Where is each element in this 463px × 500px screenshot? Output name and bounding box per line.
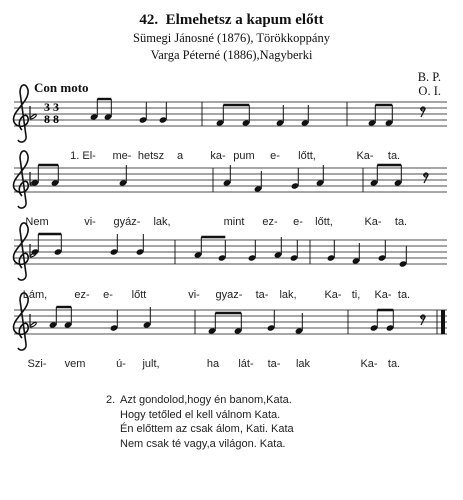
lyric-syllable: ta. [387, 150, 401, 162]
lyric-syllable: pum [233, 150, 255, 162]
lyric-syllable: lak, [279, 289, 297, 301]
verse-line: Nem csak té vagy,a világon. Kata. [120, 437, 286, 450]
lyric-syllable: lőtt, [298, 150, 316, 162]
verse-number: 2. [106, 394, 116, 406]
verse-line: Én előttem az csak álom, Kati. Kata [120, 423, 294, 435]
tempo-marking: Con moto [34, 80, 89, 95]
time-signature: 8 [53, 112, 59, 126]
lyric-syllable: Lám, [22, 289, 48, 301]
lyric-syllable: e- [103, 289, 113, 301]
lyric-syllable: me- [112, 150, 132, 162]
lyric-syllable: lak, [153, 216, 171, 228]
verse-line: Hogy tetőled el kell válnom Kata. [120, 408, 281, 421]
lyric-syllable: jult, [142, 358, 160, 370]
lyric-syllable: Szi- [27, 358, 47, 370]
lyric-syllable: vem [64, 358, 86, 370]
lyric-syllable: ta. [387, 358, 401, 370]
treble-clef-icon [13, 151, 28, 208]
lyric-syllable: ka- [210, 150, 226, 162]
eighth-rest-icon [420, 107, 425, 117]
lyric-syllable: ti, [351, 289, 361, 301]
lyric-syllable: hetsz [137, 150, 165, 162]
lyric-syllable: ta. [394, 216, 408, 228]
lyric-syllable: Nem [25, 216, 49, 228]
lyric-syllable: lőtt [131, 289, 147, 301]
lyric-syllable: vi- [188, 289, 200, 301]
collector-initials-2: O. I. [418, 84, 441, 98]
lyric-syllable: Ka- [360, 358, 378, 370]
lyric-syllable: ez- [74, 289, 90, 301]
lyric-syllable: e- [293, 216, 303, 228]
lyric-syllable: lát- [238, 358, 254, 370]
lyric-syllable: lak [295, 358, 311, 370]
time-signature: 8 [44, 112, 50, 126]
verse-line: 2. Azt gondolod,hogy én banom,Kata. [106, 394, 292, 406]
lyric-syllable: ez- [262, 216, 278, 228]
lyric-syllable: gyáz- [113, 216, 141, 228]
lyric-syllable: a [176, 150, 184, 162]
time-signature: 3 [53, 100, 59, 114]
song-title-text: Elmehetsz a kapum előtt [165, 12, 324, 28]
lyric-syllable: Ka- [324, 289, 342, 301]
lyric-syllable: Ka- [374, 289, 392, 301]
time-signature: 3 [44, 100, 50, 114]
treble-clef-icon [13, 85, 28, 142]
source-line-2: Varga Péterné (1886),Nagyberki [150, 48, 313, 62]
lyric-syllable: gyaz- [215, 289, 243, 301]
lyric-syllable: mint [223, 216, 245, 228]
treble-clef-icon [13, 223, 28, 280]
lyric-syllable: ta- [255, 289, 269, 301]
lyric-syllable: vi- [84, 216, 96, 228]
lyric-syllable: Ka- [356, 150, 374, 162]
lyric-syllable: Ka- [364, 216, 382, 228]
lyric-syllable: ta. [397, 289, 411, 301]
lyric-syllable: ta- [267, 358, 281, 370]
song-number: 42. [139, 12, 159, 28]
lyric-syllable: e- [270, 150, 280, 162]
source-line-1: Sümegi Jánosné (1876), Törökkoppány [133, 31, 330, 45]
lyric-syllable: ú- [116, 358, 126, 370]
eighth-rest-icon [423, 173, 428, 183]
lyric-syllable: 1. El- [70, 150, 96, 162]
lyric-syllable: ha [206, 358, 220, 370]
final-bar-line [441, 310, 445, 334]
verse-2 [106, 393, 294, 451]
treble-clef-icon [13, 293, 28, 350]
collector-initials-1: B. P. [417, 70, 441, 84]
lyric-syllable: lőtt, [315, 216, 333, 228]
eighth-rest-icon [420, 315, 425, 325]
